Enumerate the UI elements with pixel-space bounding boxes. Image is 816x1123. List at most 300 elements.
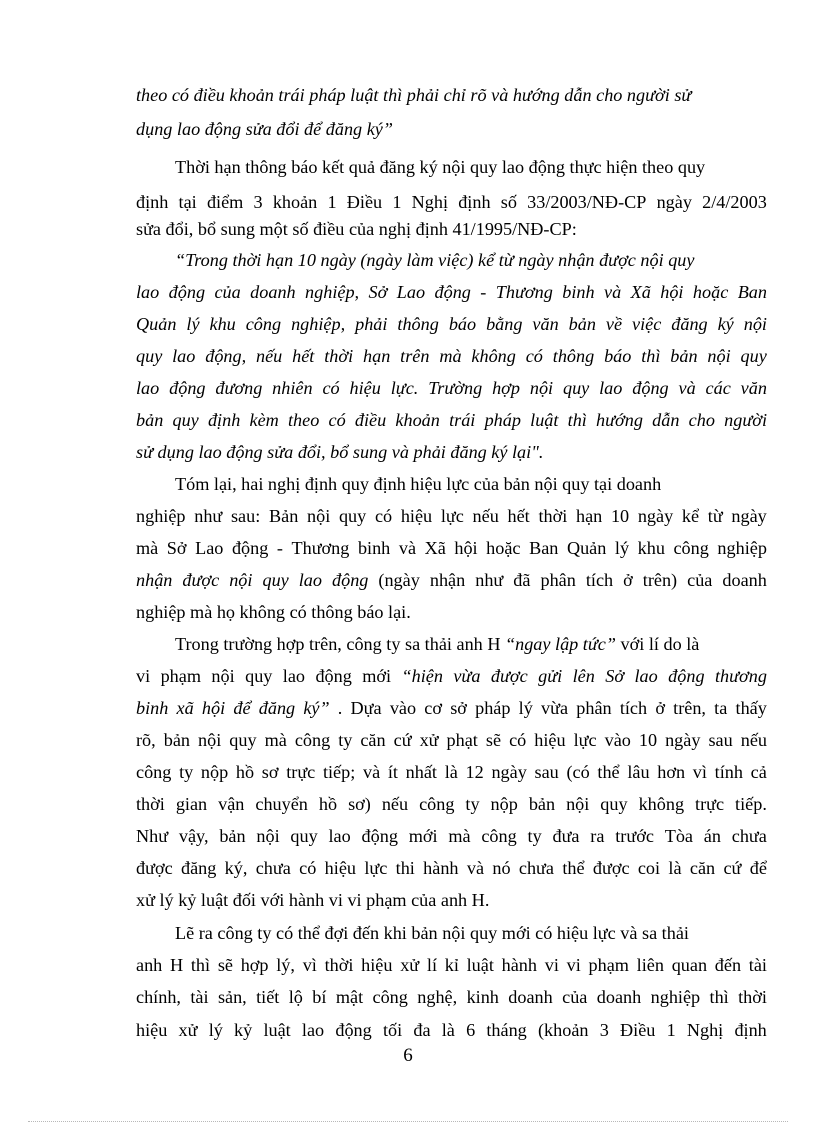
text-line [175,924,689,942]
text-word: Bản [268,506,299,526]
text-word: Như [136,826,169,846]
text-word: doanh [596,987,642,1007]
text-word: động [231,538,269,558]
text-word: bằng [486,314,523,334]
text-word: - [480,282,487,302]
text-word: vì [692,762,707,782]
text-word: vận [218,794,245,814]
text-word: nộp [200,762,229,782]
text-word: có [509,730,527,750]
text-word: chuyển [255,794,308,814]
text-word: xử [178,1020,198,1040]
text-word: động [632,378,669,398]
text-word: báo [604,346,632,366]
text-word: tính [714,762,743,782]
text-word: doanh [250,282,296,302]
text: xử lý kỷ luật đối với hành vi vi phạm của anh H. [136,890,490,910]
text-word: “hiện [401,666,443,686]
text-line [136,571,767,589]
text-word: vào [604,730,631,750]
text-word: ít [387,762,398,782]
text-line [136,859,767,877]
text-word: tiếp. [735,794,767,814]
text-word: báo [448,314,477,334]
text-word: cứ [723,858,742,878]
text-word: văn [740,378,767,398]
text: Tóm lại, hai nghị định quy định hiệu lực của bản nội quy tại doanh [175,474,662,494]
text-word: ngày [665,730,701,750]
text-word: Điều [620,1020,656,1040]
text-word: trên) [642,570,678,590]
text-word: mới [362,666,392,686]
text-word: quy [562,378,590,398]
text-line [175,251,694,269]
text-word: sẽ [485,730,502,750]
text-word: liên [636,955,664,975]
text-word: người [724,410,767,430]
text-word: tiết [256,987,280,1007]
text-word: nhất [405,762,437,782]
text-word: được [490,666,528,686]
text-word: phạm [588,955,629,975]
text-word: hoặc [486,538,521,558]
text-word: gửi [538,666,563,686]
text-word: trên, [673,698,706,718]
text-word: khoản [395,410,440,430]
text-word: kể [681,506,700,526]
text-word: lao [298,570,322,590]
text-word: 33/2003/NĐ-CP [527,192,647,212]
text-word: tài [748,955,767,975]
text-word: lao [599,378,623,398]
text-word: văn [532,314,559,334]
text-word: coi [637,858,661,878]
text-word: hơn [657,762,686,782]
text-line [136,193,767,211]
text-word: phạt [446,730,478,750]
text-word: lực. [390,378,419,398]
text-word: lao [301,1020,325,1040]
text-word: đăng [180,858,217,878]
text: sửa đổi, bổ sung một số điều của nghị định 41/1995/NĐ-CP: [136,219,577,239]
text-word: cả [750,762,767,782]
text-line [136,891,489,909]
text-word: hiệu [361,955,393,975]
text-word: là [444,762,458,782]
text-word: có [525,346,543,366]
text-word: bản [219,826,246,846]
text-word: động [434,282,471,302]
text-word: anh [136,955,163,975]
text-word: nghiệp, [291,314,346,334]
text-word: trái [449,410,476,430]
text-word: được [182,570,220,590]
text-word: Lao [396,282,426,302]
text-word: ký, [224,858,248,878]
text-word: quy [740,346,767,366]
text-word: 6 [466,1020,476,1040]
text-word: Dựa [350,698,382,718]
text-word: nếu [740,730,767,750]
text-word: vì [302,955,317,975]
text-word: khu [637,538,665,558]
text-word: thể [562,858,585,878]
page-border-dotted [28,1121,788,1122]
text-word: lý [614,538,630,558]
text-word: phạm [160,666,201,686]
text-word: mật [335,987,364,1007]
text-word: động [335,1020,372,1040]
text-word: Tòa [664,826,693,846]
italic-text: “ngay lập tức” [505,634,616,654]
text-word: nếu [381,794,409,814]
text-word: nghệ, [417,987,458,1007]
text: với lí do là [615,634,700,654]
text-word: nội [707,346,731,366]
text-word: quy [290,826,318,846]
text-word: được [592,858,630,878]
text-word: (có [566,762,590,782]
text-word: đã [513,570,531,590]
text-word: hành [423,858,459,878]
text-word: nội [743,314,767,334]
text-line [136,507,767,525]
text: Trong trường hợp trên, công ty sa thải anh H [175,634,505,654]
text-line [136,315,767,333]
text-word: lên [572,666,595,686]
text-word: có [299,858,317,878]
text-word: khu [209,314,236,334]
text-word: luật [263,1020,291,1040]
text-word: nghiệp [717,538,767,558]
text-word: kèm [249,410,279,430]
text-word: pháp [475,698,511,718]
text-word: hiệu [400,506,433,526]
text-word: tháng [486,1020,527,1040]
text-word: mà [439,346,462,366]
text-word: nghiệp [650,987,701,1007]
text-word: hội [454,538,478,558]
text-line [136,539,767,557]
text-word: đa [413,1020,431,1040]
text-word: mới [408,826,438,846]
text-line [136,379,767,397]
text-word: Nghị [686,1020,724,1040]
text-word: quy [600,794,628,814]
text-word: hành [501,955,537,975]
text-word: . [337,698,343,718]
text-word: Quản [566,538,607,558]
text-line [136,220,577,238]
text-word: hội [201,698,226,718]
text-word: dẫn [652,410,680,430]
text-word: các [705,378,731,398]
text-word: có [328,410,346,430]
text-line [136,1021,767,1039]
text-word: thì [190,955,211,975]
text-word: định [207,410,241,430]
text-word: động [168,282,206,302]
text-word: nộp [490,794,518,814]
text-word: lộ [288,987,303,1007]
text-word: binh [357,538,391,558]
text-line [136,86,691,104]
text-word: động [668,666,705,686]
text-word: cơ [424,698,442,718]
text-word: hạn [575,506,603,526]
text-word: phân [576,698,612,718]
text-word: mà [448,826,471,846]
text-word: không [638,794,685,814]
text-word: tại [178,192,197,212]
text-word: về [605,314,623,334]
text-word: căn [689,858,716,878]
text-word: lao [282,666,306,686]
text-word: công [419,794,455,814]
text-word: có [374,506,393,526]
text-line [175,635,699,653]
italic-text: dụng lao động sửa đổi để đăng ký” [136,119,393,139]
text-word: cứ [393,730,412,750]
text-word: và [398,538,417,558]
text-word: đăng [671,314,708,334]
text-word: lao [136,378,160,398]
italic-text: sử dụng lao động sửa đổi, bổ sung và phải đăng ký lại". [136,442,544,462]
text-word: thể [597,762,620,782]
text-word: quy [172,410,199,430]
text-word: kinh [466,987,499,1007]
text-word: hiệu [136,1020,168,1040]
text-word: nó [492,858,511,878]
text-word: động [332,570,369,590]
text-word: 1 [392,192,402,212]
text-word: thì [567,410,587,430]
text-word: vi [566,955,581,975]
text-word: thương [714,666,767,686]
text-word: lực [440,506,464,526]
text-word: bí [312,987,327,1007]
text-line [136,283,767,301]
text-word: binh [136,698,169,718]
text: Thời hạn thông báo kết quả đăng ký nội quy lao động thực hiện theo quy [175,157,706,177]
text-word: thông [552,346,595,366]
text-word: thời [136,794,165,814]
text-word: hồ [235,762,255,782]
text-word: quy [262,570,289,590]
text-word: ký” [303,698,330,718]
text-word: của [562,987,588,1007]
text-word: vừa [453,666,481,686]
text-word: - [276,538,283,558]
text-word: trực [286,762,316,782]
text-word: bản [163,730,190,750]
text-word: công [673,538,709,558]
text-word: sở [450,698,467,718]
text-word: Thương [495,282,553,302]
text-word: hết [292,346,315,366]
text-word: thời [324,346,354,366]
text-word: lý [208,1020,223,1040]
text-word: sau [708,730,733,750]
text-word: lực [364,858,388,878]
text-word: chính, [136,987,181,1007]
text-word: Quản [136,314,177,334]
text-word: 10 [638,730,658,750]
text-word: thời [538,506,568,526]
text-word: sau [534,762,559,782]
text-line [136,347,767,365]
text-word: vừa [541,698,569,718]
text-word: thời [738,987,767,1007]
text-word: nhận [429,570,466,590]
text-word: không [471,346,516,366]
text-word: (ngày [378,570,420,590]
text-word: công [136,762,172,782]
text-word: đăng [258,698,296,718]
text-word: điểm [206,192,244,212]
text-word: Sở [605,666,625,686]
text-word: quy [338,506,367,526]
text-word: 1 [666,1020,676,1040]
text-line [136,956,767,974]
text-word: quy [229,730,257,750]
text-word: nội [566,794,590,814]
text: nghiệp mà họ không có thông báo lại. [136,602,411,622]
text-word: lao [328,826,351,846]
text-word: từ [707,506,723,526]
text-word: vậy, [178,826,209,846]
text-word: Lao [195,538,224,558]
text-word: kỉ [444,955,459,975]
text-word: bản [528,794,556,814]
text-word: lao [634,666,658,686]
text-word: lao [136,282,160,302]
text-word: điều [354,410,387,430]
text-word: kỷ [234,1020,253,1040]
text-word: động [361,826,398,846]
text-word: và [604,282,622,302]
text-word: gian [175,794,208,814]
text-word: ngày [637,506,674,526]
text-word: theo [287,410,320,430]
text-word: tài [190,987,209,1007]
text-word: quy [245,666,273,686]
text-word: Ban [529,538,559,558]
text-word: trên [400,346,430,366]
text-word: thì [641,346,661,366]
text-word: quy [136,346,163,366]
text-word: đến [714,955,742,975]
text-word: hoặc [692,282,729,302]
text-word: để [233,698,251,718]
text-word: Nghị [411,192,448,212]
text-word: 1 [327,192,337,212]
italic-text: “Trong thời hạn 10 ngày (ngày làm việc) kể từ ngày nhận được nội quy [175,250,695,270]
text-line [136,763,767,781]
text-word: hiệu [324,858,356,878]
text-word: đương [215,378,263,398]
text-word: 12 [465,762,484,782]
text-word: 10 [610,506,630,526]
text-word: nghiệp [136,506,186,526]
page-number: 6 [403,1045,413,1066]
text-word: lực [573,730,597,750]
text-word: hội [660,282,684,302]
text-word: sơ) [348,794,371,814]
text-word: Ban [737,282,767,302]
text-word: mà [264,730,287,750]
text-word: vi [136,666,151,686]
text-word: như [194,506,223,526]
text-word: 2/4/2003 [702,192,767,212]
text-word: đưa [552,826,580,846]
text-word: trước [615,826,654,846]
text-line [136,988,767,1006]
text-word: chưa [731,826,767,846]
text-word: trực [695,794,725,814]
text-word: ty [179,762,194,782]
text-word: ty [338,730,353,750]
text-word: có [322,378,340,398]
text-word: định [734,1020,767,1040]
text-word: sơ [261,762,279,782]
text-word: vi [544,955,559,975]
text-word: định [136,192,169,212]
text-word: bản [670,346,698,366]
text-line [136,411,767,429]
text-word: nhiên [272,378,313,398]
text-word: ta [714,698,728,718]
text-word: công [245,314,282,334]
text-word: thi [395,858,415,878]
text-word: luật [530,410,559,430]
text-line [136,699,767,717]
text-word: luật [466,955,494,975]
text-word: là [668,858,682,878]
text-word: ngày [731,506,767,526]
text-word: thời [324,955,354,975]
text-word: thấy [735,698,767,718]
text-word: nhận [136,570,173,590]
text-word: thông [397,314,439,334]
text-word: lý, [276,955,295,975]
text-word: hết [507,506,530,526]
text-word: ngày [656,192,692,212]
text-word: công [372,987,408,1007]
text-word: số [500,192,517,212]
text-word: Sở [166,538,187,558]
text-word: nội [211,666,235,686]
text-word: án [703,826,721,846]
text-word: được [136,858,173,878]
text-word: (khoản [537,1020,589,1040]
italic-text: theo có điều khoản trái pháp luật thì phải chỉ rõ và hướng dẫn cho người sử [136,85,692,105]
text-word: sẽ [217,955,233,975]
text-word: nếu [472,506,499,526]
text-word: nội [256,826,280,846]
text-word: doanh [508,987,553,1007]
text-word: để [749,858,767,878]
text-word: nghiệp, [305,282,360,302]
text-word: lâu [627,762,650,782]
text-word: tích [619,698,648,718]
text-word: động [315,666,352,686]
text-word: chưa [255,858,291,878]
text-word: chưa [518,858,554,878]
text-word: xử [400,955,420,975]
text-word: bản [136,410,164,430]
text-word: 3 [253,192,263,212]
